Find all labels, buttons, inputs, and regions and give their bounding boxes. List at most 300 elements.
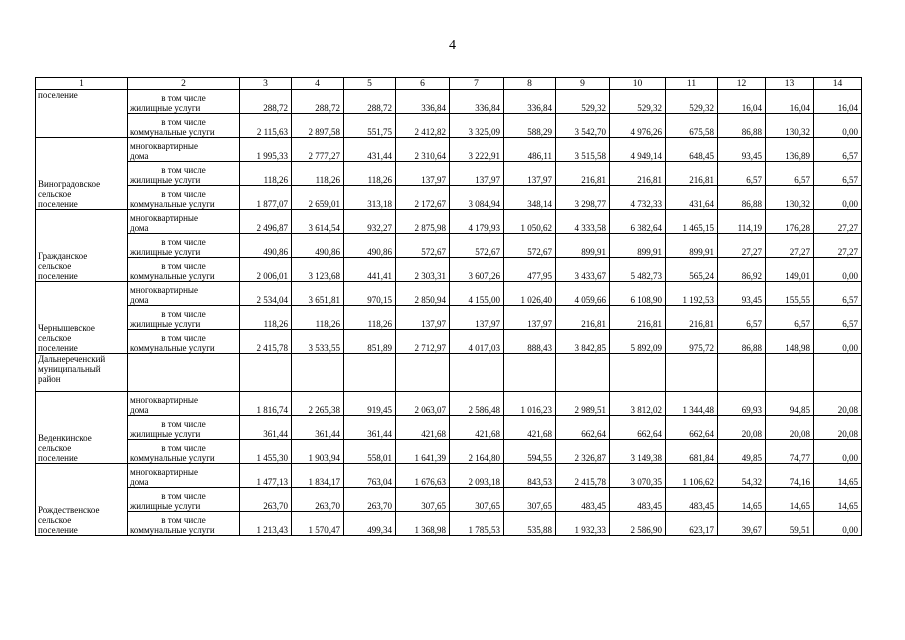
category-cell — [128, 186, 240, 210]
value-cell: 662,64 — [610, 416, 666, 440]
value-cell: 288,72 — [292, 90, 344, 114]
category-line: дома — [130, 295, 149, 305]
value-cell: 137,97 — [450, 162, 504, 186]
value-cell: 149,01 — [766, 258, 814, 282]
settlement-name — [36, 210, 128, 282]
value-cell: 4 059,66 — [556, 282, 610, 306]
value-cell: 216,81 — [556, 306, 610, 330]
settlement-name-line: Виноградовское — [38, 179, 101, 189]
value-cell: 3 533,55 — [292, 330, 344, 354]
value-cell: 2 415,78 — [556, 464, 610, 488]
value-cell: 1 641,39 — [396, 440, 450, 464]
settlement-name-line: Рождественское — [38, 505, 100, 515]
value-cell: 20,08 — [766, 416, 814, 440]
value-cell: 1 816,74 — [240, 392, 292, 416]
category-line: многоквартирные — [130, 213, 198, 223]
settlement-name-line: поселение — [38, 453, 78, 463]
value-cell: 93,45 — [718, 138, 766, 162]
value-cell: 1 570,47 — [292, 512, 344, 536]
value-cell: 572,67 — [396, 234, 450, 258]
value-cell: 2 586,48 — [450, 392, 504, 416]
value-cell: 3 084,94 — [450, 186, 504, 210]
value-cell: 888,43 — [504, 330, 556, 354]
value-cell: 899,91 — [556, 234, 610, 258]
value-cell: 118,26 — [344, 306, 396, 330]
category-cell — [128, 330, 240, 354]
category-cell — [128, 306, 240, 330]
settlement-name-line: сельское — [38, 333, 72, 343]
category-line: в том числе — [161, 443, 206, 453]
value-cell — [292, 354, 344, 392]
category-line: в том числе — [161, 261, 206, 271]
table-row — [36, 258, 862, 282]
column-header: 12 — [718, 78, 766, 90]
value-cell: 1 106,62 — [666, 464, 718, 488]
value-cell: 3 070,35 — [610, 464, 666, 488]
table-row — [36, 210, 862, 234]
category-cell — [128, 392, 240, 416]
value-cell: 662,64 — [556, 416, 610, 440]
value-cell: 93,45 — [718, 282, 766, 306]
category-cell — [128, 464, 240, 488]
value-cell: 529,32 — [556, 90, 610, 114]
value-cell: 0,00 — [814, 330, 862, 354]
category-cell — [128, 416, 240, 440]
table-row — [36, 90, 862, 114]
value-cell: 2 712,97 — [396, 330, 450, 354]
value-cell: 307,65 — [450, 488, 504, 512]
value-cell — [610, 354, 666, 392]
value-cell: 263,70 — [344, 488, 396, 512]
value-cell: 118,26 — [240, 162, 292, 186]
table-row — [36, 162, 862, 186]
value-cell: 4 333,58 — [556, 210, 610, 234]
value-cell: 1 016,23 — [504, 392, 556, 416]
value-cell: 588,29 — [504, 114, 556, 138]
value-cell: 307,65 — [504, 488, 556, 512]
value-cell: 0,00 — [814, 440, 862, 464]
category-line: коммунальные услуги — [130, 271, 215, 281]
value-cell: 307,65 — [396, 488, 450, 512]
value-cell — [556, 354, 610, 392]
category-line: коммунальные услуги — [130, 453, 215, 463]
category-line: в том числе — [161, 515, 206, 525]
table-row — [36, 330, 862, 354]
value-cell: 4 017,03 — [450, 330, 504, 354]
value-cell: 486,11 — [504, 138, 556, 162]
settlement-name-line: сельское — [38, 515, 72, 525]
value-cell: 3 607,26 — [450, 258, 504, 282]
value-cell — [766, 354, 814, 392]
category-line: дома — [130, 151, 149, 161]
value-cell: 1 932,33 — [556, 512, 610, 536]
value-cell: 2 659,01 — [292, 186, 344, 210]
value-cell: 843,53 — [504, 464, 556, 488]
category-line: многоквартирные — [130, 285, 198, 295]
category-cell — [128, 90, 240, 114]
value-cell: 1 455,30 — [240, 440, 292, 464]
value-cell: 4 155,00 — [450, 282, 504, 306]
value-cell: 535,88 — [504, 512, 556, 536]
category-cell — [128, 258, 240, 282]
value-cell: 4 976,26 — [610, 114, 666, 138]
value-cell: 3 298,77 — [556, 186, 610, 210]
category-line: в том числе — [161, 117, 206, 127]
value-cell: 20,08 — [814, 416, 862, 440]
table-row — [36, 488, 862, 512]
value-cell: 3 149,38 — [610, 440, 666, 464]
value-cell: 6,57 — [814, 282, 862, 306]
page-number: 4 — [449, 38, 456, 53]
value-cell: 361,44 — [344, 416, 396, 440]
category-line: коммунальные услуги — [130, 127, 215, 137]
category-line: жилищные услуги — [130, 247, 201, 257]
category-cell — [128, 210, 240, 234]
value-cell: 2 850,94 — [396, 282, 450, 306]
value-cell: 216,81 — [666, 306, 718, 330]
value-cell: 27,27 — [718, 234, 766, 258]
value-cell: 86,88 — [718, 186, 766, 210]
value-cell: 1 050,62 — [504, 210, 556, 234]
category-cell — [128, 234, 240, 258]
value-cell: 39,67 — [718, 512, 766, 536]
value-cell: 263,70 — [292, 488, 344, 512]
column-header: 14 — [814, 78, 862, 90]
settlement-name-line: поселение — [38, 525, 78, 535]
value-cell: 288,72 — [240, 90, 292, 114]
value-cell — [504, 354, 556, 392]
value-cell: 431,64 — [666, 186, 718, 210]
value-cell: 6,57 — [718, 306, 766, 330]
value-cell: 932,27 — [344, 210, 396, 234]
value-cell: 118,26 — [240, 306, 292, 330]
value-cell: 6,57 — [766, 162, 814, 186]
category-line: в том числе — [161, 309, 206, 319]
category-line: многоквартирные — [130, 467, 198, 477]
value-cell: 74,16 — [766, 464, 814, 488]
value-cell: 20,08 — [718, 416, 766, 440]
value-cell: 919,45 — [344, 392, 396, 416]
category-cell — [128, 114, 240, 138]
category-line: в том числе — [161, 189, 206, 199]
value-cell: 2 303,31 — [396, 258, 450, 282]
value-cell: 421,68 — [504, 416, 556, 440]
value-cell — [450, 354, 504, 392]
settlement-name — [36, 392, 128, 464]
value-cell: 69,93 — [718, 392, 766, 416]
category-line: в том числе — [161, 165, 206, 175]
value-cell: 336,84 — [396, 90, 450, 114]
category-cell — [128, 512, 240, 536]
settlement-name-line: поселение — [38, 199, 78, 209]
value-cell: 137,97 — [504, 306, 556, 330]
value-cell: 137,97 — [396, 306, 450, 330]
value-cell: 361,44 — [240, 416, 292, 440]
value-cell: 54,32 — [718, 464, 766, 488]
value-cell: 551,75 — [344, 114, 396, 138]
value-cell: 4 732,33 — [610, 186, 666, 210]
table-body — [36, 78, 862, 536]
value-cell — [396, 354, 450, 392]
column-header: 13 — [766, 78, 814, 90]
value-cell: 483,45 — [610, 488, 666, 512]
value-cell: 2 326,87 — [556, 440, 610, 464]
category-line: в том числе — [161, 491, 206, 501]
tariff-table — [35, 77, 862, 536]
value-cell: 572,67 — [504, 234, 556, 258]
settlement-name-line: сельское — [38, 443, 72, 453]
value-cell: 1 192,53 — [666, 282, 718, 306]
value-cell: 2 063,07 — [396, 392, 450, 416]
settlement-name-line: поселение — [38, 90, 78, 100]
value-cell: 5 892,09 — [610, 330, 666, 354]
value-cell: 3 542,70 — [556, 114, 610, 138]
value-cell: 20,08 — [814, 392, 862, 416]
value-cell: 118,26 — [344, 162, 396, 186]
value-cell — [718, 354, 766, 392]
value-cell: 2 412,82 — [396, 114, 450, 138]
value-cell: 2 093,18 — [450, 464, 504, 488]
value-cell: 2 897,58 — [292, 114, 344, 138]
value-cell: 137,97 — [396, 162, 450, 186]
category-line: жилищные услуги — [130, 501, 201, 511]
value-cell: 3 842,85 — [556, 330, 610, 354]
value-cell: 59,51 — [766, 512, 814, 536]
category-cell — [128, 488, 240, 512]
settlement-name — [36, 464, 128, 536]
value-cell — [814, 354, 862, 392]
value-cell: 1 465,15 — [666, 210, 718, 234]
value-cell: 623,17 — [666, 512, 718, 536]
settlement-name-line: сельское — [38, 189, 72, 199]
value-cell: 594,55 — [504, 440, 556, 464]
value-cell: 3 433,67 — [556, 258, 610, 282]
value-cell: 572,67 — [450, 234, 504, 258]
value-cell: 899,91 — [610, 234, 666, 258]
value-cell: 348,14 — [504, 186, 556, 210]
settlement-name — [36, 282, 128, 354]
value-cell: 16,04 — [718, 90, 766, 114]
value-cell: 336,84 — [504, 90, 556, 114]
value-cell: 477,95 — [504, 258, 556, 282]
column-header: 10 — [610, 78, 666, 90]
value-cell: 118,26 — [292, 162, 344, 186]
value-cell: 490,86 — [344, 234, 396, 258]
value-cell: 2 115,63 — [240, 114, 292, 138]
category-cell — [128, 354, 240, 392]
value-cell: 2 172,67 — [396, 186, 450, 210]
value-cell: 899,91 — [666, 234, 718, 258]
value-cell: 483,45 — [556, 488, 610, 512]
table-row — [36, 512, 862, 536]
header-row — [36, 78, 862, 90]
value-cell: 114,19 — [718, 210, 766, 234]
column-header: 5 — [344, 78, 396, 90]
category-line: дома — [130, 405, 149, 415]
category-line: в том числе — [161, 93, 206, 103]
value-cell: 27,27 — [766, 234, 814, 258]
category-line: в том числе — [161, 419, 206, 429]
value-cell: 3 222,91 — [450, 138, 504, 162]
value-cell: 0,00 — [814, 186, 862, 210]
value-cell: 86,88 — [718, 330, 766, 354]
value-cell: 3 325,09 — [450, 114, 504, 138]
category-line: многоквартирные — [130, 141, 198, 151]
settlement-name-line: Чернышевское — [38, 323, 95, 333]
value-cell: 6 108,90 — [610, 282, 666, 306]
table-row — [36, 392, 862, 416]
value-cell: 970,15 — [344, 282, 396, 306]
category-line: в том числе — [161, 333, 206, 343]
value-cell: 1 785,53 — [450, 512, 504, 536]
value-cell: 1 877,07 — [240, 186, 292, 210]
value-cell: 681,84 — [666, 440, 718, 464]
category-cell — [128, 162, 240, 186]
value-cell: 483,45 — [666, 488, 718, 512]
value-cell: 16,04 — [814, 90, 862, 114]
value-cell: 2 310,64 — [396, 138, 450, 162]
value-cell: 558,01 — [344, 440, 396, 464]
value-cell: 2 006,01 — [240, 258, 292, 282]
value-cell: 1 834,17 — [292, 464, 344, 488]
value-cell: 6,57 — [814, 138, 862, 162]
category-line: жилищные услуги — [130, 429, 201, 439]
column-header: 4 — [292, 78, 344, 90]
value-cell: 2 496,87 — [240, 210, 292, 234]
value-cell: 1 368,98 — [396, 512, 450, 536]
settlement-name — [36, 90, 128, 138]
value-cell: 1 344,48 — [666, 392, 718, 416]
value-cell: 216,81 — [610, 306, 666, 330]
table-row — [36, 114, 862, 138]
category-line: жилищные услуги — [130, 103, 201, 113]
value-cell: 3 812,02 — [610, 392, 666, 416]
value-cell: 176,28 — [766, 210, 814, 234]
table-row — [36, 138, 862, 162]
value-cell: 336,84 — [450, 90, 504, 114]
value-cell: 155,55 — [766, 282, 814, 306]
table-row — [36, 282, 862, 306]
value-cell: 6,57 — [814, 162, 862, 186]
value-cell: 14,65 — [814, 488, 862, 512]
value-cell — [240, 354, 292, 392]
value-cell: 0,00 — [814, 258, 862, 282]
value-cell: 288,72 — [344, 90, 396, 114]
value-cell: 5 482,73 — [610, 258, 666, 282]
value-cell — [344, 354, 396, 392]
column-header: 2 — [128, 78, 240, 90]
value-cell: 1 026,40 — [504, 282, 556, 306]
column-header: 8 — [504, 78, 556, 90]
category-line: коммунальные услуги — [130, 525, 215, 535]
value-cell — [666, 354, 718, 392]
value-cell: 86,92 — [718, 258, 766, 282]
value-cell: 499,34 — [344, 512, 396, 536]
value-cell: 6,57 — [718, 162, 766, 186]
settlement-name-line: поселение — [38, 343, 78, 353]
category-line: дома — [130, 223, 149, 233]
value-cell: 675,58 — [666, 114, 718, 138]
value-cell: 4 949,14 — [610, 138, 666, 162]
value-cell: 1 995,33 — [240, 138, 292, 162]
category-line: жилищные услуги — [130, 319, 201, 329]
value-cell: 2 415,78 — [240, 330, 292, 354]
value-cell: 74,77 — [766, 440, 814, 464]
category-line: жилищные услуги — [130, 175, 201, 185]
value-cell: 16,04 — [766, 90, 814, 114]
value-cell: 6 382,64 — [610, 210, 666, 234]
value-cell: 3 515,58 — [556, 138, 610, 162]
value-cell: 118,26 — [292, 306, 344, 330]
table-row — [36, 464, 862, 488]
value-cell: 4 179,93 — [450, 210, 504, 234]
value-cell: 1 477,13 — [240, 464, 292, 488]
value-cell: 763,04 — [344, 464, 396, 488]
value-cell: 130,32 — [766, 186, 814, 210]
value-cell: 2 989,51 — [556, 392, 610, 416]
value-cell: 27,27 — [814, 210, 862, 234]
settlement-name — [36, 138, 128, 210]
value-cell: 0,00 — [814, 114, 862, 138]
column-header: 9 — [556, 78, 610, 90]
table-row — [36, 440, 862, 464]
table-row — [36, 234, 862, 258]
value-cell: 490,86 — [292, 234, 344, 258]
category-cell — [128, 138, 240, 162]
value-cell: 431,44 — [344, 138, 396, 162]
value-cell: 6,57 — [814, 306, 862, 330]
column-header: 1 — [36, 78, 128, 90]
value-cell: 27,27 — [814, 234, 862, 258]
value-cell: 94,85 — [766, 392, 814, 416]
value-cell: 361,44 — [292, 416, 344, 440]
value-cell: 2 875,98 — [396, 210, 450, 234]
value-cell: 2 534,04 — [240, 282, 292, 306]
settlement-name — [36, 354, 128, 392]
value-cell: 3 123,68 — [292, 258, 344, 282]
value-cell: 441,41 — [344, 258, 396, 282]
value-cell: 49,85 — [718, 440, 766, 464]
value-cell: 2 777,27 — [292, 138, 344, 162]
settlement-name-line: поселение — [38, 271, 78, 281]
value-cell: 3 614,54 — [292, 210, 344, 234]
value-cell: 313,18 — [344, 186, 396, 210]
value-cell: 1 903,94 — [292, 440, 344, 464]
category-line: в том числе — [161, 237, 206, 247]
value-cell: 648,45 — [666, 138, 718, 162]
value-cell: 1 676,63 — [396, 464, 450, 488]
table-row — [36, 306, 862, 330]
value-cell: 14,65 — [814, 464, 862, 488]
value-cell: 565,24 — [666, 258, 718, 282]
value-cell: 3 651,81 — [292, 282, 344, 306]
category-cell — [128, 282, 240, 306]
table-row — [36, 416, 862, 440]
table-row — [36, 354, 862, 392]
settlement-name-line: Дальнереченский — [38, 354, 106, 364]
value-cell: 14,65 — [718, 488, 766, 512]
value-cell: 2 164,80 — [450, 440, 504, 464]
value-cell: 136,89 — [766, 138, 814, 162]
value-cell: 529,32 — [666, 90, 718, 114]
settlement-name-line: муниципальный — [38, 364, 101, 374]
value-cell: 263,70 — [240, 488, 292, 512]
category-line: многоквартирные — [130, 395, 198, 405]
value-cell: 490,86 — [240, 234, 292, 258]
settlement-name-line: район — [38, 374, 61, 384]
category-line: коммунальные услуги — [130, 343, 215, 353]
value-cell: 130,32 — [766, 114, 814, 138]
